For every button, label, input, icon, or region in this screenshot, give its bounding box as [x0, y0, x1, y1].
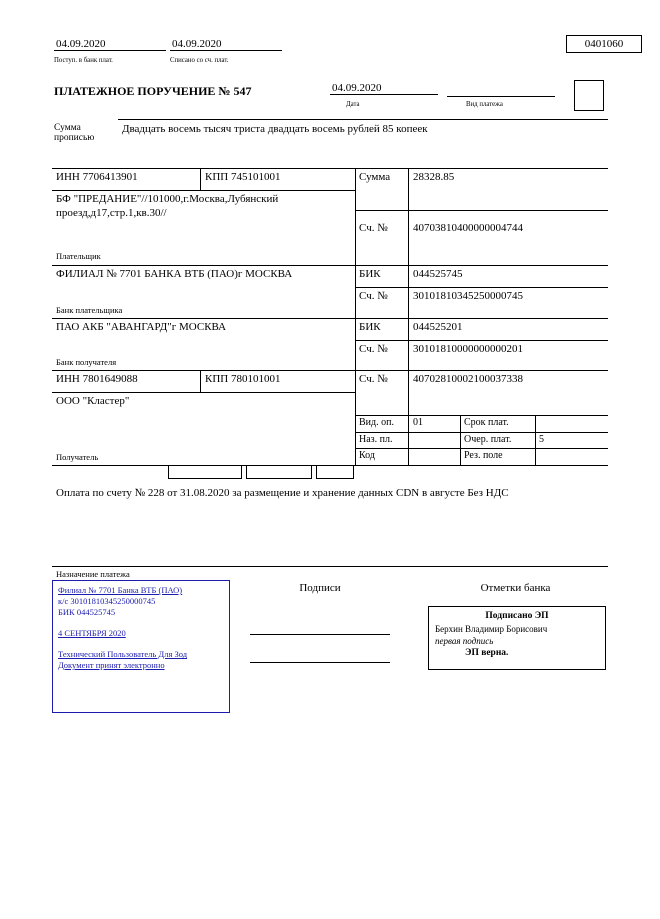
- debited-date: 04.09.2020: [172, 38, 222, 50]
- bank-stamp-date: 4 СЕНТЯБРЯ 2020: [58, 628, 126, 639]
- signature-line: [250, 662, 390, 663]
- payment-type-label: Вид платежа: [466, 101, 503, 108]
- payment-purpose-text: Оплата по счету № 228 от 31.08.2020 за размещение и хранение данных CDN в августе Без НДС: [56, 487, 509, 499]
- grid-line: [52, 265, 608, 266]
- purpose-underline: [52, 566, 608, 567]
- grid-line: [52, 392, 355, 393]
- payer-section-label: Плательщик: [56, 251, 101, 261]
- document-date-field: [330, 82, 438, 95]
- payer-bank-bik-label: БИК: [359, 268, 381, 280]
- due-date-label: Срок плат.: [464, 417, 509, 428]
- status-box: [574, 80, 604, 111]
- signatures-label: Подписи: [299, 582, 341, 594]
- purpose-code-label: Наз. пл.: [359, 434, 393, 445]
- grid-line: [355, 448, 608, 449]
- priority-label: Очер. плат.: [464, 434, 512, 445]
- signature-line: [250, 634, 390, 635]
- grid-line: [52, 370, 608, 371]
- payer-kpp: КПП 745101001: [205, 171, 281, 183]
- signature-stamp-name: Берхин Владимир Борисович: [435, 623, 548, 634]
- debited-date-label: Списано со сч. плат.: [170, 57, 229, 64]
- payee-bank-account-label: Сч. №: [359, 343, 388, 355]
- grid-line: [52, 190, 355, 191]
- grid-line: [355, 210, 608, 211]
- reserve-label: Рез. поле: [464, 450, 503, 461]
- grid-line: [355, 168, 356, 465]
- grid-line: [52, 318, 608, 319]
- amount-words-label: Сумма прописью: [54, 123, 95, 143]
- grid-line: [535, 415, 536, 465]
- grid-line: [200, 168, 201, 190]
- payer-bank-bik: 044525745: [413, 268, 463, 280]
- received-date-field: [54, 38, 166, 51]
- payer-bank-name: ФИЛИАЛ № 7701 БАНКА ВТБ (ПАО)г МОСКВА: [56, 268, 293, 280]
- bank-stamp-accepted: Документ принят электронно: [58, 660, 165, 671]
- payer-name: БФ "ПРЕДАНИЕ"//101000,г.Москва,Лубянский проезд,д17,стр.1,кв.30//: [56, 193, 282, 219]
- grid-line: [460, 415, 461, 465]
- amount-label: Сумма: [359, 171, 391, 183]
- signature-stamp-box: [428, 606, 606, 670]
- signature-stamp-role: первая подпись: [435, 635, 494, 646]
- payee-inn: ИНН 7801649088: [56, 373, 138, 385]
- grid-line: [355, 432, 608, 433]
- received-date: 04.09.2020: [56, 38, 106, 50]
- priority-value: 5: [539, 434, 544, 445]
- op-type-label: Вид. оп.: [359, 417, 394, 428]
- document-date: 04.09.2020: [332, 82, 382, 94]
- payee-account-label: Сч. №: [359, 373, 388, 385]
- empty-field-box: [246, 465, 312, 479]
- payer-bank-section-label: Банк плательщика: [56, 305, 123, 315]
- bank-stamp-user: Технический Пользователь Для Зод: [58, 649, 188, 660]
- payer-account: 40703810400000004744: [413, 222, 523, 234]
- empty-field-box: [168, 465, 242, 479]
- payer-bank-account-label: Сч. №: [359, 290, 388, 302]
- payment-type-line: [447, 96, 555, 97]
- grid-line: [355, 287, 608, 288]
- grid-line: [355, 340, 608, 341]
- payee-kpp: КПП 780101001: [205, 373, 281, 385]
- amount-value: 28328.85: [413, 171, 455, 183]
- payee-name: ООО "Кластер": [56, 395, 130, 407]
- grid-line: [355, 415, 608, 416]
- empty-field-box: [316, 465, 354, 479]
- bank-stamp-box: [52, 580, 230, 713]
- payer-inn: ИНН 7706413901: [56, 171, 138, 183]
- bank-stamp-branch: Филиал № 7701 Банка ВТБ (ПАО): [58, 585, 183, 595]
- received-date-label: Поступ. в банк плат.: [54, 57, 113, 64]
- payer-bank-account: 30101810345250000745: [413, 290, 523, 302]
- bank-marks-label: Отметки банка: [480, 582, 551, 594]
- payee-section-label: Получатель: [56, 452, 99, 462]
- grid-line: [200, 370, 201, 392]
- payee-bank-section-label: Банк получателя: [56, 357, 117, 367]
- grid-line: [408, 168, 409, 465]
- debited-date-field: [170, 38, 282, 51]
- payee-bank-account: 30101810000000000201: [413, 343, 523, 355]
- payee-bank-bik: 044525201: [413, 321, 463, 333]
- signature-stamp-title: Подписано ЭП: [485, 611, 549, 621]
- payer-account-label: Сч. №: [359, 222, 388, 234]
- payee-bank-name: ПАО АКБ "АВАНГАРД"г МОСКВА: [56, 321, 227, 333]
- grid-line: [52, 168, 608, 169]
- amount-words-value: Двадцать восемь тысяч триста двадцать восемь рублей 85 копеек: [122, 123, 428, 135]
- signature-stamp-valid: ЭП верна.: [465, 648, 509, 659]
- form-code-box: 0401060: [566, 35, 642, 53]
- amount-words-topline: [118, 119, 608, 120]
- payee-account: 40702810002100037338: [413, 373, 523, 385]
- payee-bank-bik-label: БИК: [359, 321, 381, 333]
- document-date-label: Дата: [346, 101, 360, 108]
- document-title: ПЛАТЕЖНОЕ ПОРУЧЕНИЕ № 547: [54, 84, 252, 98]
- payment-purpose-label: Назначение платежа: [56, 569, 130, 579]
- bank-stamp-bik: БИК 044525745: [58, 607, 116, 618]
- bank-stamp-corr-account: к/с 30101810345250000745: [58, 596, 156, 607]
- op-type-value: 01: [413, 417, 423, 428]
- code-label: Код: [359, 450, 375, 461]
